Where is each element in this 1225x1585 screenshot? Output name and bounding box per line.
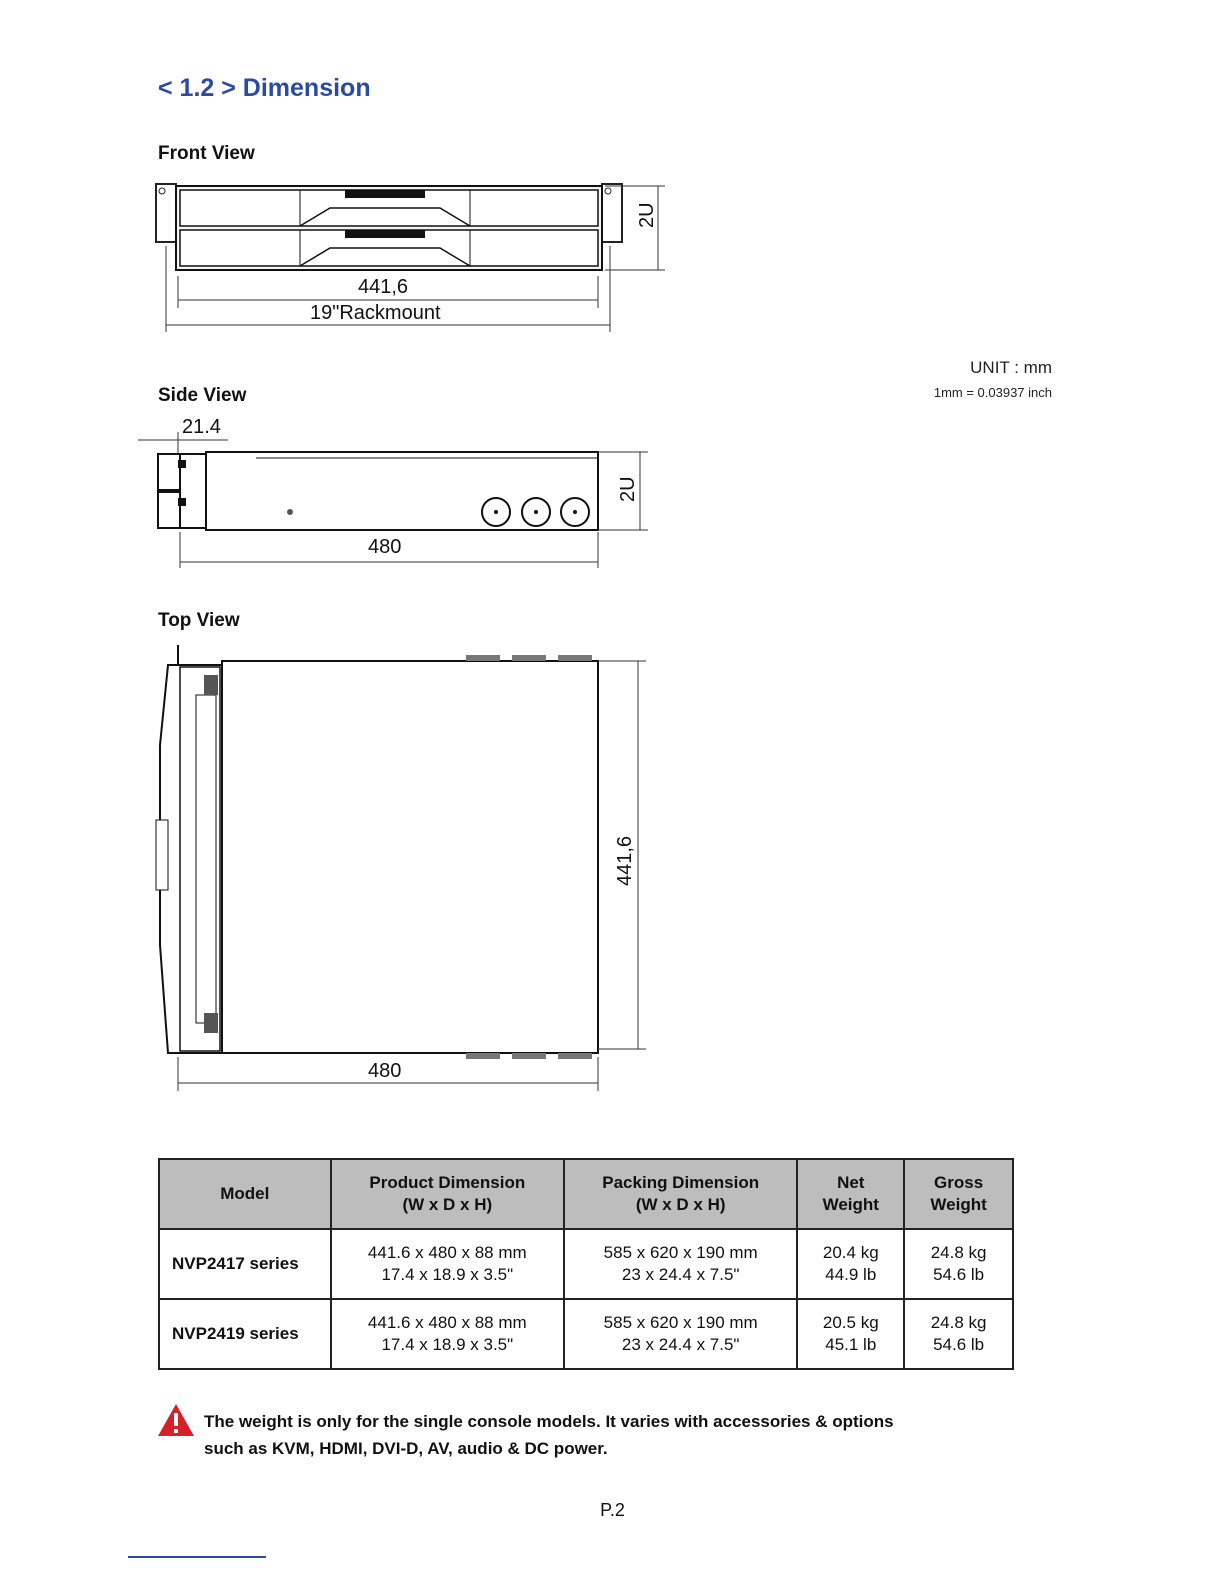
side-height-dimension: 2U [617,476,639,502]
warning-icon [156,1402,196,1438]
side-depth-dimension: 480 [368,536,402,558]
top-width-dimension: 441,6 [614,835,636,886]
model-cell: NVP2419 series [159,1299,331,1369]
section-title: < 1.2 > Dimension [158,74,371,102]
unit-label: UNIT : mm [970,358,1052,377]
header-model: Model [159,1159,331,1229]
weight-note: The weight is only for the single console models. It varies with accessories & options such as KVM, HDMI, DVI-D, AV, audio & DC power. [204,1412,894,1458]
front-width-dimension: 441,6 [358,276,409,298]
gross-weight-cell: 24.8 kg 54.6 lb [904,1229,1013,1299]
table-header-row [159,1159,1013,1229]
packing-dimension-cell: 585 x 620 x 190 mm 23 x 24.4 x 7.5" [564,1299,797,1369]
side-view-label: Side View [158,385,247,406]
header-packing-dimension: Packing Dimension (W x D x H) [564,1159,797,1229]
gross-weight-cell: 24.8 kg 54.6 lb [904,1299,1013,1369]
page-number: P.2 [600,1500,625,1520]
top-view-label: Top View [158,610,240,631]
front-height-dimension: 2U [636,202,658,228]
table-row [159,1229,1013,1299]
model-cell: NVP2417 series [159,1229,331,1299]
top-depth-dimension: 480 [368,1060,402,1082]
header-gross-weight: Gross Weight [904,1159,1013,1229]
packing-dimension-cell: 585 x 620 x 190 mm 23 x 24.4 x 7.5" [564,1229,797,1299]
side-handle-dimension: 21.4 [182,416,221,438]
table-row [159,1299,1013,1369]
footer-divider [128,1556,266,1558]
top-view-drawing [150,645,650,1095]
specification-table [158,1158,1014,1370]
header-product-dimension: Product Dimension (W x D x H) [331,1159,564,1229]
net-weight-cell: 20.4 kg 44.9 lb [797,1229,904,1299]
header-net-weight: Net Weight [797,1159,904,1229]
front-rackmount-dimension: 19"Rackmount [310,302,441,324]
product-dimension-cell: 441.6 x 480 x 88 mm 17.4 x 18.9 x 3.5" [331,1299,564,1369]
unit-conversion: 1mm = 0.03937 inch [933,385,1052,400]
product-dimension-cell: 441.6 x 480 x 88 mm 17.4 x 18.9 x 3.5" [331,1229,564,1299]
front-view-label: Front View [158,143,255,164]
net-weight-cell: 20.5 kg 45.1 lb [797,1299,904,1369]
